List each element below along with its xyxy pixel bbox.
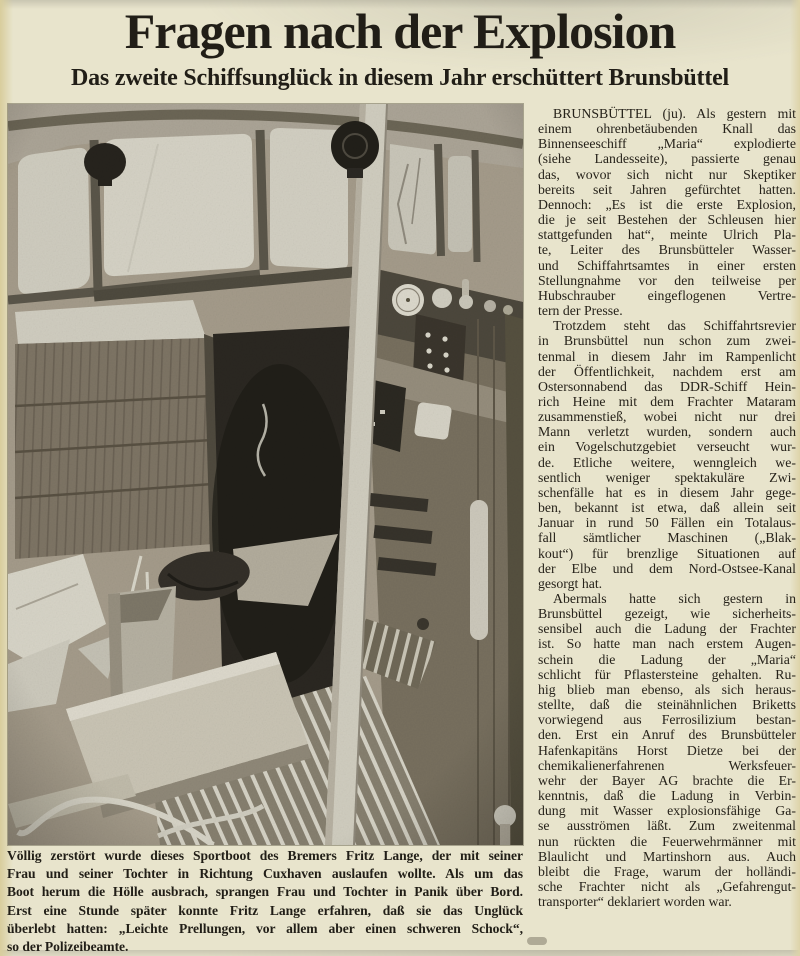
article-line: Dennoch: „Es ist die erste Explosion, xyxy=(538,196,796,212)
article-line: tenmal in diesem Jahr im Rampenlicht xyxy=(538,348,796,364)
article-line: den. Erst ein Anruf des Brunsbütteler xyxy=(538,727,796,743)
article-line: wehr der Bayer AG brachte die Er- xyxy=(538,772,796,788)
page-subtitle: Das zweite Schiffsunglück in diesem Jahr erschüttert Brunsbüttel xyxy=(70,65,730,91)
article-line: stattgefunden hat“, meinte Ulrich Pla- xyxy=(538,227,796,243)
article-line: Brunsbüttel gezeigt, wie sicherheits- xyxy=(538,606,796,622)
article-line: kout“) für brenzlige Situationen auf xyxy=(538,545,796,561)
article-line: Binnenseeschiff „Maria“ explodierte xyxy=(538,136,796,152)
article-line: rich Heine mit dem Frachter Mataram xyxy=(538,393,796,409)
article-line: die je seit Bestehen der Schleusen hier xyxy=(538,212,796,228)
caption-line: Boot herum die Hölle ausbrach, sprangen Frau und Tochter in Panik über Bord. xyxy=(7,884,523,900)
article-line: schlicht für Pflastersteine gehalten. Ru- xyxy=(538,666,796,682)
article-line: Trotzdem steht das Schiffahrtsrevier xyxy=(553,318,796,334)
article-photo xyxy=(8,104,523,845)
article-line: schein die Ladung der „Maria“ xyxy=(538,651,796,667)
article-line: fall sämtlicher Maschinen („Blak- xyxy=(538,530,796,546)
article-line: Abermals hatte sich gestern in xyxy=(553,591,796,606)
caption-line: so der Polizeibeamte. xyxy=(7,939,129,955)
article-line: sche Frachter nicht als „Gefahrengut- xyxy=(538,878,796,894)
article-line: kenntnis, daß die Ladung in Verbin- xyxy=(538,788,796,804)
article-line: Hafenkapitäns Horst Dietze bei der xyxy=(538,742,796,758)
article-line: de. Etliche weitere, wenngleich we- xyxy=(538,454,796,470)
article-line: bleibt die Frage, warum der holländi- xyxy=(538,863,796,879)
caption-line: Völlig zerstört wurde dieses Sportboot des Bremers Fritz Lange, der mit seiner xyxy=(7,848,523,863)
article-line: nun rückten die Feuerwehrmänner mit xyxy=(538,833,796,849)
article-line: gesorgt hat. xyxy=(538,575,603,591)
article-paragraph xyxy=(538,106,796,318)
article-line: Stellungnahme vor den teilweise per xyxy=(538,272,796,288)
article-line: hig blieb man ebenso, als sich heraus- xyxy=(538,681,796,697)
caption-line: Erst eine Stunde später konnte Fritz Lange erfahren, daß sie das Unglück xyxy=(7,902,523,918)
article-line: das, wovor sich nicht nur Skeptiker xyxy=(538,166,796,182)
article-line: Hubschrauber eingeflogenen Vertre- xyxy=(538,287,796,303)
photo-caption xyxy=(7,847,523,956)
caption-line: überlebt hatten: „Leichte Prellungen, vor allem aber einen schweren Schock“, xyxy=(7,920,523,936)
article-line: vorwiegend aus Ferrosilizium bestan- xyxy=(538,712,796,728)
article-line: ist. So hatte man nach erstem Augen- xyxy=(538,636,796,652)
article-line: (siehe Landesseite), passierte genau xyxy=(538,151,796,167)
article-line: und Schiffahrtsamtes in einer ersten xyxy=(538,257,796,273)
article-column xyxy=(538,106,796,909)
article-line: sentlich weniger spektakuläre Zwi- xyxy=(538,469,796,485)
article-line: BRUNSBÜTTEL (ju). Als gestern mit xyxy=(553,106,796,121)
article-line: Januar in rund 50 Fällen ein Totalaus- xyxy=(538,515,796,531)
page-title: Fragen nach der Explosion xyxy=(124,3,676,59)
article-line: tern der Presse. xyxy=(538,303,623,319)
article-line: Mann verletzt wurden, sondern auch xyxy=(538,424,796,440)
article-line: zusammenstieß, wobei nicht nur drei xyxy=(538,409,796,425)
article-line: ein Vogelschutzgebiet verseucht wur- xyxy=(538,439,796,455)
scan-smudge xyxy=(527,937,547,945)
caption-line: Frau und seiner Tochter in Richtung Cuxhaven auslaufen wollte. Als um das xyxy=(7,866,523,882)
article-line: dung mit Wasser explosionsfähige Ga- xyxy=(538,803,796,819)
article-paragraph xyxy=(538,591,796,909)
article-line: transporter“ deklariert worden war. xyxy=(538,894,732,910)
article-line: se ausströmen läßt. Zum zweitenmal xyxy=(538,818,796,834)
photo-grain xyxy=(8,104,523,845)
article-line: schenfälle hat es in diesem Jahr gege- xyxy=(538,484,796,500)
article-line: bereits seit Jahren gefürchtet hatten. xyxy=(538,181,796,197)
article-line: te, Leiter des Brunsbütteler Wasser- xyxy=(538,242,796,258)
article-line: in Brunsbüttel nun schon zum zwei- xyxy=(538,333,796,349)
article-paragraph xyxy=(538,318,796,591)
article-line: chemikalienerfahrenen Werksfeuer- xyxy=(538,757,796,773)
article-line: ben, bekannt ist etwa, daß allein seit xyxy=(538,500,796,516)
article-line: stellte, daß die steinähnlichen Briketts xyxy=(538,697,796,713)
article-line: Blaulicht und Martinshorn aus. Auch xyxy=(538,848,796,864)
article-line: sensibel auch die Ladung der Frachter xyxy=(538,621,796,637)
article-line: der Elbe und dem Nord-Ostsee-Kanal xyxy=(538,560,796,576)
boat-cabin-illustration xyxy=(8,104,523,845)
article-line: Ostersonnabend das DDR-Schiff Hein- xyxy=(538,378,796,394)
article-line: einem ohrenbetäubenden Knall das xyxy=(538,121,796,137)
article-line: der Öffentlichkeit, nachdem erst am xyxy=(538,363,796,379)
